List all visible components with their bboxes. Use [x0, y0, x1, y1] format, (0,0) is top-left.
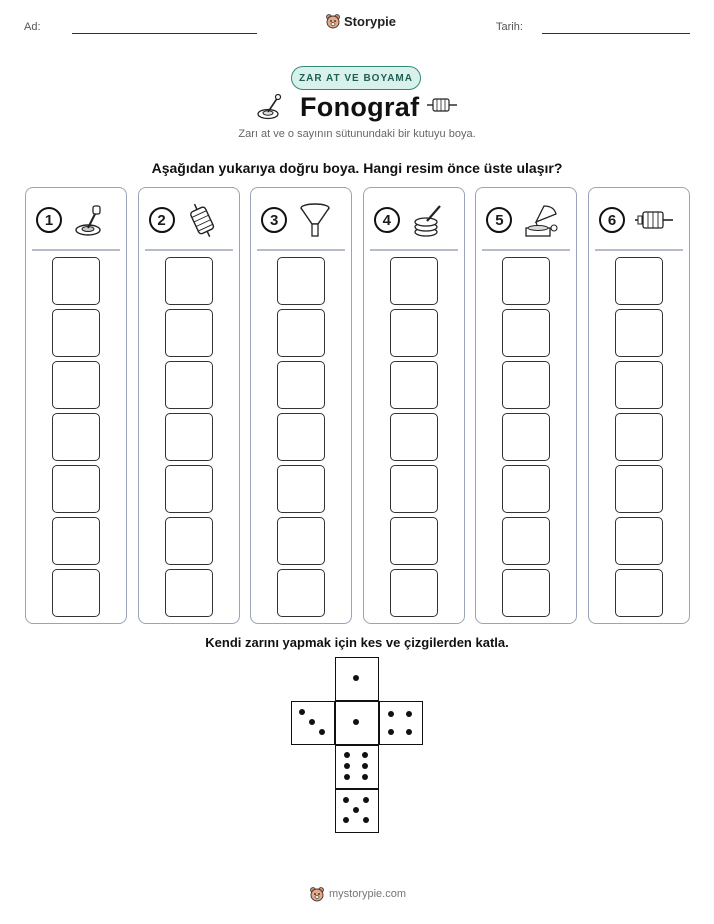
- column-header: [36, 200, 120, 240]
- column-number: 2: [149, 207, 175, 233]
- color-box[interactable]: [390, 517, 438, 565]
- dice-pip: [388, 711, 394, 717]
- color-box[interactable]: [52, 257, 100, 305]
- dice-pip: [363, 797, 369, 803]
- dice-pip: [319, 729, 325, 735]
- color-box[interactable]: [165, 517, 213, 565]
- date-label: Tarih:: [496, 21, 523, 33]
- color-box[interactable]: [615, 517, 663, 565]
- color-box[interactable]: [52, 465, 100, 513]
- color-box[interactable]: [52, 413, 100, 461]
- color-box[interactable]: [615, 257, 663, 305]
- dice-pip: [343, 797, 349, 803]
- column-number: 5: [486, 207, 512, 233]
- color-box[interactable]: [277, 465, 325, 513]
- color-box[interactable]: [502, 413, 550, 461]
- color-box[interactable]: [390, 569, 438, 617]
- color-box[interactable]: [52, 517, 100, 565]
- color-box[interactable]: [390, 465, 438, 513]
- column-header: [486, 200, 570, 240]
- column-3: [250, 187, 352, 624]
- horn-funnel-icon: [297, 202, 333, 238]
- dice-pip: [388, 729, 394, 735]
- column-header: [261, 200, 345, 240]
- color-box[interactable]: [615, 465, 663, 513]
- dice-pip: [353, 675, 359, 681]
- dice-pip: [362, 763, 368, 769]
- color-box[interactable]: [390, 309, 438, 357]
- color-box[interactable]: [277, 309, 325, 357]
- color-box[interactable]: [502, 517, 550, 565]
- color-box[interactable]: [615, 413, 663, 461]
- page-title: Fonograf: [300, 92, 420, 122]
- column-header: [149, 200, 233, 240]
- date-line: [542, 33, 690, 34]
- brand-logo: [325, 13, 396, 29]
- color-box[interactable]: [165, 309, 213, 357]
- column-divider: [482, 249, 570, 251]
- dice-pip: [309, 719, 315, 725]
- dice-pip: [362, 752, 368, 758]
- dice-pip: [344, 752, 350, 758]
- dice-pip: [343, 817, 349, 823]
- dice-face-6: [335, 745, 379, 789]
- color-box[interactable]: [615, 361, 663, 409]
- color-box[interactable]: [390, 413, 438, 461]
- color-box[interactable]: [615, 309, 663, 357]
- dice-pip: [363, 817, 369, 823]
- color-box[interactable]: [165, 465, 213, 513]
- color-box[interactable]: [390, 361, 438, 409]
- column-header: [599, 200, 683, 240]
- column-number: 6: [599, 207, 625, 233]
- record-stack-icon: [410, 202, 446, 238]
- color-box[interactable]: [615, 569, 663, 617]
- bear-mascot-icon: [325, 13, 341, 29]
- dice-pip: [344, 774, 350, 780]
- dice-pip: [406, 711, 412, 717]
- column-number: 1: [36, 207, 62, 233]
- dice-face-5: [335, 789, 379, 833]
- name-line: [72, 33, 257, 34]
- color-box[interactable]: [277, 413, 325, 461]
- color-box[interactable]: [277, 257, 325, 305]
- color-box[interactable]: [277, 517, 325, 565]
- name-label: Ad:: [24, 21, 41, 33]
- footer-url: mystorypie.com: [329, 888, 407, 900]
- wax-cylinder-icon: [185, 202, 221, 238]
- column-number: 4: [374, 207, 400, 233]
- color-box[interactable]: [502, 361, 550, 409]
- column-1: [25, 187, 127, 624]
- color-box[interactable]: [165, 413, 213, 461]
- color-box[interactable]: [502, 569, 550, 617]
- column-header: [374, 200, 458, 240]
- column-divider: [32, 249, 120, 251]
- color-box[interactable]: [502, 465, 550, 513]
- dice-pip: [406, 729, 412, 735]
- phonograph-needle-icon: [72, 202, 108, 238]
- column-divider: [370, 249, 458, 251]
- dice-face-1: [335, 657, 379, 701]
- color-box[interactable]: [390, 257, 438, 305]
- gramophone-icon: [522, 202, 560, 240]
- color-box[interactable]: [502, 257, 550, 305]
- column-4: [363, 187, 465, 624]
- dice-pip: [362, 774, 368, 780]
- column-divider: [145, 249, 233, 251]
- column-6: [588, 187, 690, 624]
- color-box[interactable]: [277, 361, 325, 409]
- color-box[interactable]: [165, 361, 213, 409]
- color-box[interactable]: [502, 309, 550, 357]
- dice-pip: [344, 763, 350, 769]
- subtitle: Zarı at ve o sayının sütunundaki bir kutuyu boya.: [238, 128, 476, 140]
- dice-columns: [25, 187, 690, 624]
- column-divider: [595, 249, 683, 251]
- instruction: Aşağıdan yukarıya doğru boya. Hangi resim önce üste ulaşır?: [151, 160, 563, 176]
- dice-face-1: [335, 701, 379, 745]
- brand-name: Storypie: [344, 13, 397, 29]
- cut-instruction: Kendi zarını yapmak için kes ve çizgilerden katla.: [205, 635, 509, 650]
- activity-badge: ZAR AT VE BOYAMA: [291, 66, 421, 90]
- footer: [309, 886, 406, 902]
- color-box[interactable]: [52, 569, 100, 617]
- cylinder-roll-icon: [635, 202, 675, 238]
- column-2: [138, 187, 240, 624]
- bear-mascot-icon: [309, 886, 325, 902]
- dice-pip: [299, 709, 305, 715]
- dice-pip: [353, 719, 359, 725]
- color-box[interactable]: [165, 257, 213, 305]
- cylinder-roll-icon: [427, 95, 457, 115]
- color-box[interactable]: [52, 361, 100, 409]
- column-number: 3: [261, 207, 287, 233]
- dice-face-3: [291, 701, 335, 745]
- phonograph-needle-icon: [256, 91, 284, 121]
- dice-pip: [353, 807, 359, 813]
- color-box[interactable]: [165, 569, 213, 617]
- dice-face-4: [379, 701, 423, 745]
- color-box[interactable]: [52, 309, 100, 357]
- color-box[interactable]: [277, 569, 325, 617]
- column-divider: [257, 249, 345, 251]
- column-5: [475, 187, 577, 624]
